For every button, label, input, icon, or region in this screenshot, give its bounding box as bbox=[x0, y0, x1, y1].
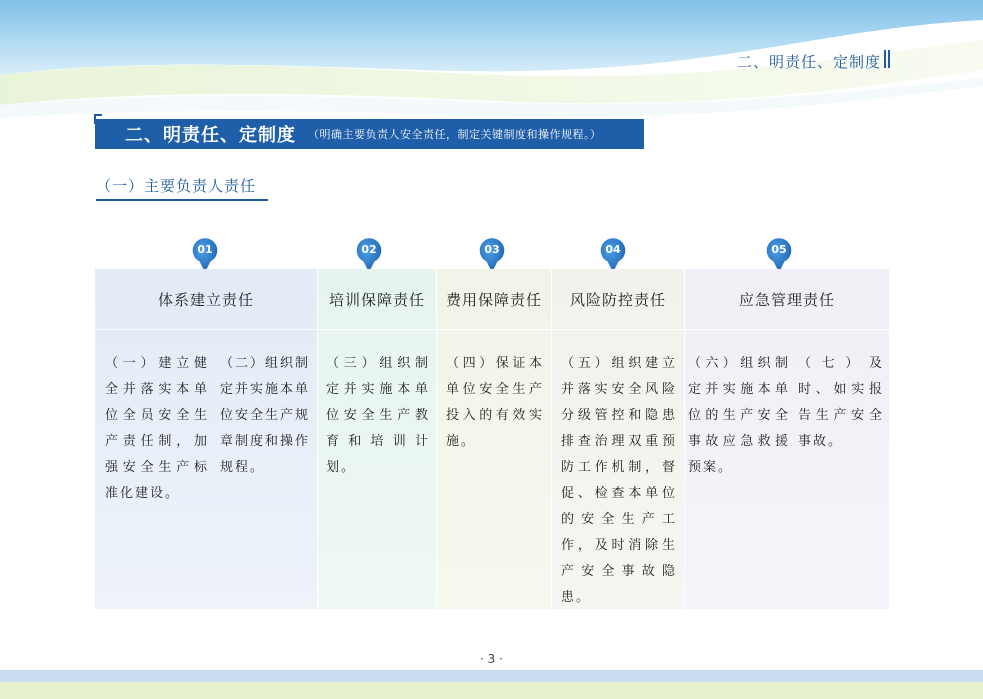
column-title: 应急管理责任 bbox=[685, 269, 889, 330]
pin-number: 04 bbox=[605, 243, 621, 256]
responsibility-item: （三）组织制定并实施本单位安全生产教育和培训计划。 bbox=[326, 356, 430, 475]
footer-band-light bbox=[0, 682, 983, 699]
header-title: 二、明责任、定制度 bbox=[736, 53, 881, 71]
column-title: 风险防控责任 bbox=[552, 269, 684, 330]
section-banner bbox=[95, 119, 644, 149]
responsibility-item: （一）建立健全并落实本单位全员安全生产责任制，加强安全生产标准化建设。 bbox=[105, 356, 209, 501]
responsibility-item: （五）组织建立并落实安全风险分级管控和隐患排查治理双重预防工作机制，督促、检查本单位的安全生产工作，及时消除生产安全事故隐患。 bbox=[561, 356, 677, 605]
responsibility-item: （六）组织制定并实施本单位的生产安全事故应急救援预案。 bbox=[688, 356, 790, 475]
column-title: 培训保障责任 bbox=[318, 269, 436, 330]
pin-number: 05 bbox=[771, 243, 787, 256]
column-training bbox=[318, 269, 437, 609]
section-subtitle: （明确主要负责人安全责任，制定关键制度和操作规程。） bbox=[308, 128, 602, 141]
page-number: · 3 · bbox=[480, 652, 503, 666]
column-risk bbox=[552, 269, 685, 609]
subsection-title: （一）主要负责人责任 bbox=[96, 175, 268, 201]
pin-number: 01 bbox=[197, 243, 213, 256]
header-bar-mark bbox=[884, 50, 890, 68]
responsibility-item: （二）组织制定并实施本单位安全生产规章制度和操作规程。 bbox=[220, 356, 311, 475]
pin-number: 02 bbox=[361, 243, 377, 256]
section-title: 二、明责任、定制度 bbox=[125, 125, 296, 146]
column-title: 体系建立责任 bbox=[95, 269, 317, 330]
pin-number: 03 bbox=[484, 243, 500, 256]
responsibility-item: （七）及时、如实报告生产安全事故。 bbox=[798, 356, 884, 449]
column-title: 费用保障责任 bbox=[437, 269, 551, 330]
column-emergency bbox=[685, 269, 889, 609]
column-system-building bbox=[95, 269, 318, 609]
column-cost bbox=[437, 269, 552, 609]
footer-band bbox=[0, 670, 983, 682]
responsibility-item: （四）保证本单位安全生产投入的有效实施。 bbox=[446, 356, 544, 449]
